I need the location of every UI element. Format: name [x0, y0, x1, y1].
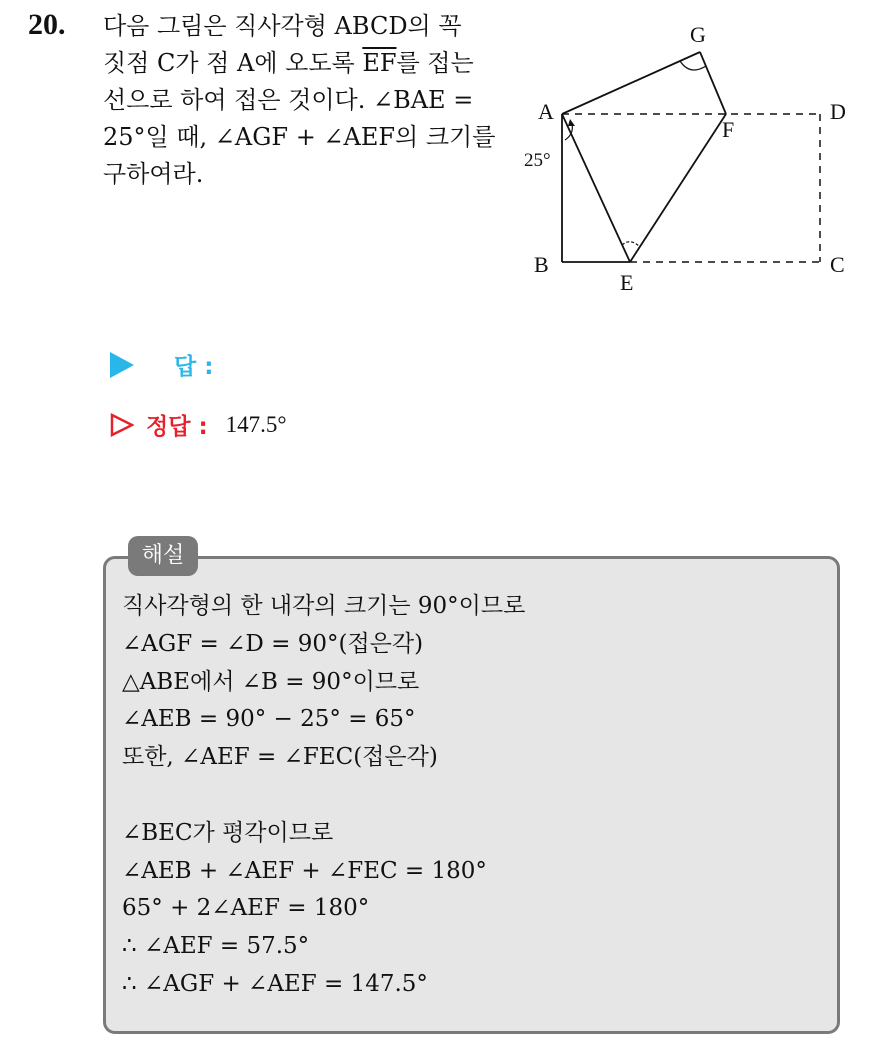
- explanation-line: ∠BEC가 평각이므로: [122, 819, 334, 846]
- vertex-label-a: A: [538, 99, 554, 124]
- question-text: [103, 8, 503, 193]
- question-line-2-text: 짓점 C가 점 A에 오도록: [103, 49, 363, 77]
- edge-ef: [630, 114, 726, 262]
- vertex-label-e: E: [620, 270, 634, 295]
- answer-row: [110, 348, 213, 381]
- question-line-1: 다음 그림은 직사각형 ABCD의 꼭: [103, 12, 462, 40]
- correct-answer-label: 정답 :: [146, 414, 208, 440]
- explanation-line: 직사각형의 한 내각의 크기는 90°이므로: [122, 593, 526, 619]
- angle-e-arc: [622, 242, 639, 246]
- question-line-3: 선으로 하여 접은 것이다. ∠BAE =: [103, 86, 474, 114]
- question-line-2-suffix: 를 접는: [396, 49, 474, 77]
- explanation-line: ∴ ∠AGF + ∠AEF = 147.5°: [122, 970, 428, 997]
- question-line-2: [103, 45, 503, 82]
- edge-ae: [562, 114, 630, 262]
- angle-label-25: 25°: [524, 150, 551, 171]
- question-number: 20.: [28, 8, 66, 41]
- folded-rectangle-figure: [518, 10, 858, 295]
- explanation-line: ∠AEB + ∠AEF + ∠FEC = 180°: [122, 857, 487, 884]
- angle-g-arc: [680, 61, 706, 70]
- explanation-line: 65° + 2∠AEF = 180°: [122, 895, 370, 922]
- explanation-line: ∴ ∠AEF = 57.5°: [122, 933, 310, 960]
- vertex-label-c: C: [830, 252, 845, 277]
- vertex-label-d: D: [830, 99, 846, 124]
- explanation-line: △ABE에서 ∠B = 90°이므로: [122, 668, 420, 695]
- question-line-4: 25°일 때, ∠AGF + ∠AEF의 크기를: [103, 123, 496, 151]
- play-triangle-icon: [110, 352, 134, 378]
- explanation-text: [122, 588, 525, 1004]
- explanation-line: 또한, ∠AEF = ∠FEC(접은각): [122, 744, 438, 771]
- edge-ag: [562, 52, 700, 114]
- correct-answer-row: [110, 408, 287, 441]
- explanation-line: ∠AEB = 90° − 25° = 65°: [122, 706, 416, 733]
- explanation-line: ∠AGF = ∠D = 90°(접은각): [122, 630, 424, 657]
- edge-gf: [700, 52, 726, 114]
- explanation-tag: 해설: [128, 536, 198, 576]
- correct-answer-value: 147.5°: [225, 411, 287, 437]
- angle-bae-arrowhead: [568, 119, 575, 126]
- question-line-5: 구하여라.: [103, 160, 204, 188]
- outline-triangle-icon: [110, 413, 134, 437]
- answer-label: 답 :: [174, 354, 214, 380]
- explanation-line: [122, 777, 525, 815]
- segment-ef-overline: $\overline{EF}$: [362, 49, 397, 77]
- vertex-label-b: B: [534, 252, 549, 277]
- vertex-label-f: F: [722, 117, 735, 142]
- vertex-label-g: G: [690, 22, 706, 47]
